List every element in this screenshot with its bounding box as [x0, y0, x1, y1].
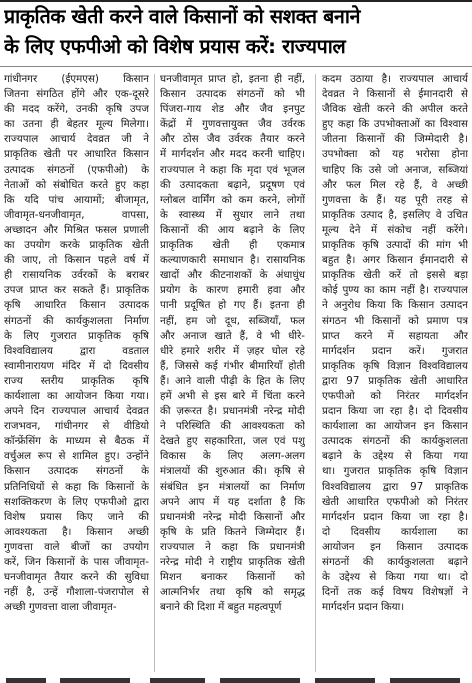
article-text-line: प्रदान किया जा रहा है। दो दिवसीय	[322, 405, 468, 418]
article-text-line: प्रयोग के कारण हमारी हवा और	[160, 284, 305, 297]
article-text-line: मिशन बनाकर किसानों को	[160, 571, 305, 584]
article-text-line: एफपीओ को निरंतर मार्गदर्शन	[322, 389, 468, 402]
article-text-line: नहीं, हम जो दूध, सब्जियाँ, फल	[160, 314, 305, 327]
article-text-line: स्वामीनारायण मंदिर में दो दिवसीय	[4, 359, 149, 372]
article-text-line: का उतना ही बेहतर मूल्य मिलेगा।	[4, 118, 149, 131]
article-text-line: के उद्देश्य से किया गया था। दो	[322, 571, 468, 584]
article-text-line: मार्गदर्शन प्रदान करें। गुजरात	[322, 344, 468, 357]
article-text-line: राज्यपाल आचार्य देवव्रत जी ने	[4, 133, 149, 146]
article-text-line: देवव्रत ने किसानों से ईमानदारी से	[322, 88, 468, 101]
article-text-line: उत्पादक संगठनों (एफपीओ) के	[4, 163, 149, 176]
article-text-line: प्रधानमंत्री नरेन्द्र मोदी किसानों और	[160, 510, 305, 523]
article-text-line: अपने आप में यह दर्शाता है कि	[160, 495, 305, 508]
article-text-line: करें, जिन किसानों के पास जीवामृत-	[4, 556, 149, 568]
article-text-line: कदम उठाया है। राज्यपाल आचार्य	[322, 73, 468, 85]
article-text-line: का उपयोग करके प्राकृतिक खेती	[4, 239, 149, 252]
article-text-line: कॉन्फ्रेंसिंग के माध्यम से बैठक में	[4, 435, 149, 448]
article-text-line: और ठोस जैव उर्वरक तैयार करने	[160, 133, 305, 146]
article-text-line: घनजीवामृत तैयार करने की सुविधा	[4, 571, 149, 584]
article-text-line: प्राकृतिक खेती पर आधारित किसान	[4, 148, 149, 161]
article-text-line: था। गुजरात प्राकृतिक कृषि विज्ञान	[322, 465, 468, 478]
article-text-line: राज्यपाल ने कहा कि प्रधानमंत्री	[160, 540, 305, 553]
article-text-line: मार्गदर्शन प्रदान किया जा रहा है।	[322, 510, 468, 523]
article-text-line: खेती आधारित एफपीओ को निरंतर	[322, 495, 468, 508]
article-text-line: नहीं है, उन्हें गौशाला-पंजरापोल से	[4, 586, 149, 599]
article-text-line: मंत्रालयों की शुरुआत की। कृषि से	[160, 465, 305, 478]
article-text-line: कार्यशाला का आयोजन इन किसान	[322, 420, 468, 433]
article-text-line: संबंधित इन मंत्रालयों का निर्माण	[160, 480, 305, 493]
article-text-line: गांधीनगर (ईएमएस) किसान	[4, 73, 149, 85]
next-article-strip	[0, 674, 472, 683]
article-text-line: गुणवत्ता वाले बीजों का उपयोग	[4, 540, 149, 553]
article-column-3	[322, 72, 468, 672]
article-text-line: प्राकृतिक खेती करें तो इससे बड़ा	[322, 269, 468, 282]
article-text-line: हैं, जिससे कई गंभीर बीमारियाँ होती	[160, 359, 305, 372]
article-column-2	[160, 72, 305, 672]
article-text-line: जीतना किसानों की जिम्मेदारी है।	[322, 133, 468, 146]
article-text-line: ग्लोबल वार्मिंग को कम करने, लोगों	[160, 193, 305, 206]
headline-line-2: के लिए एफपीओ को विशेष प्रयास करें: राज्यपाल	[4, 35, 346, 58]
article-text-line: खादों और कीटनाशकों के अंधाधुंध	[160, 269, 305, 282]
article-text-line: कृषि के प्रति कितने जिम्मेदार हैं।	[160, 525, 305, 538]
article-text-line: सशक्तिकरण के लिए एफपीओ द्वारा	[4, 495, 149, 508]
article-text-line: संगठनों की कार्यकुशलता बढ़ाने	[322, 556, 468, 568]
article-text-line: हुए कहा कि उपभोक्ताओं का विश्वास	[322, 118, 468, 131]
article-text-line: की जाए, तो किसान पहले वर्ष में	[4, 254, 149, 267]
article-text-line: किसान उत्पादक संगठनों के	[4, 465, 149, 478]
article-text-line: दो दिवसीय कार्यशाला का	[322, 525, 468, 538]
article-text-line: ने अनुरोध किया कि किसान उत्पादन	[322, 299, 468, 312]
article-text-line: बढ़ाने के उद्देश्य से किया गया	[322, 450, 468, 463]
article-text-line: विशेष प्रयास किए जाने की	[4, 510, 149, 523]
article-text-line: प्राकृतिक खेती ही एकमात्र	[160, 239, 305, 252]
article-text-line: प्राकृतिक उत्पाद है, इसलिए वे उचित	[322, 208, 468, 221]
article-text-line: आत्मनिर्भर तथा कृषि को समृद्ध	[160, 586, 305, 599]
article-text-line: जीवामृत-धनजीवामृत, वापसा,	[4, 208, 149, 221]
article-text-line: और फल मिल रहे हैं, वे अच्छी	[322, 178, 468, 191]
article-text-line: कल्याणकारी समाधान है। रासायनिक	[160, 254, 305, 267]
article-text-line: वर्चुअल रूप से शामिल हुए। उन्होंने	[4, 450, 149, 463]
article-text-line: दिनों तक कई विषय विशेषज्ञों ने	[322, 586, 468, 599]
article-text-line: पानी प्रदूषित हो गए हैं। इतना ही	[160, 299, 305, 312]
article-text-line: चाहिए कि उसे जो अनाज, सब्जियां	[322, 163, 468, 176]
article-text-line: मूल्य देने में संकोच नहीं करेंगे।	[322, 223, 468, 236]
article-text-line: प्रतिनिधियों से कहा कि किसानों के	[4, 480, 149, 493]
article-text-line: धीरे हमारे शरीर में ज़हर घोल रहे	[160, 344, 305, 357]
article-text-line: ने परिस्थिति की आवश्यकता को	[160, 420, 305, 433]
article-text-line: राजभवन, गांधीनगर से वीडियो	[4, 420, 149, 433]
article-column-1	[4, 72, 149, 672]
article-text-line: कि यदि पांच आयामों; बीजामृत,	[4, 193, 149, 206]
article-text-line: कार्यशाला का आयोजन किया गया।	[4, 389, 149, 402]
article-text-line: विकास के लिए अलग-अलग	[160, 450, 305, 463]
article-text-line: राज्यपाल ने कहा कि मृदा एवं भूजल	[160, 163, 305, 176]
article-text-line: देखते हुए सहकारिता, जल एवं पशु	[160, 435, 305, 448]
article-text-line: केंद्रों में गुणवत्तायुक्त जैव उर्वरक	[160, 118, 305, 131]
column-divider	[315, 74, 316, 672]
article-text-line: संगठनों की कार्यकुशलता निर्माण	[4, 314, 149, 327]
column-divider	[154, 74, 155, 672]
article-text-line: विश्वविद्यालय द्वारा वडताल	[4, 344, 149, 357]
article-text-line: हैं। आने वाली पीढ़ी के हित के लिए	[160, 374, 305, 387]
article-text-line: नेताओं को संबोधित करते हुए कहा	[4, 178, 149, 191]
article-text-line: की उत्पादकता बढ़ाने, प्रदूषण एवं	[160, 178, 305, 191]
article-text-line: आयोजन इन किसान उत्पादक	[322, 540, 468, 553]
article-text-line: कृषि आधारित किसान उत्पादक	[4, 299, 149, 312]
article-text-line: की मदद करेंगे, उनकी कृषि उपज	[4, 103, 149, 116]
article-text-line: और अनाज खाते हैं, वे भी धीरे-	[160, 329, 305, 342]
article-text-line: अपने दिन राज्यपाल आचार्य देवव्रत	[4, 405, 149, 418]
article-text-line: पिंजरा-गाय शेड और जैव इनपुट	[160, 103, 305, 116]
article-text-line: उत्पादक संगठनों की कार्यकुशलता	[322, 435, 468, 448]
article-text-line: के लिए गुजरात प्राकृतिक कृषि	[4, 329, 149, 342]
headline-rule	[0, 66, 472, 67]
headline	[4, 2, 470, 62]
article-text-line: हमें अभी से इस बारे में चिंता करने	[160, 389, 305, 402]
article-text-line: जैविक खेती करने की अपील करते	[322, 103, 468, 116]
article-text-line: की ज़रूरत है। प्रधानमंत्री नरेन्द्र मोदी	[160, 405, 305, 418]
article-text-line: किसान उत्पादक संगठनों को भी	[160, 88, 305, 101]
article-text-line: अच्छी गुणवत्ता वाला जीवामृत-	[4, 601, 117, 614]
article-text-line: कोई पुण्य का काम नहीं है। राज्यपाल	[322, 284, 468, 297]
article-text-line: प्राप्त करने में सहायता और	[322, 329, 468, 342]
article-text-line: आवश्यकता है। किसान अच्छी	[4, 525, 149, 538]
article-text-line: ही रासायनिक उर्वरकों के बराबर	[4, 269, 149, 282]
article-text-line: गुणवत्ता के हैं। यह पूरी तरह से	[322, 193, 468, 206]
article-text-line: अच्छादन और मिश्रित फसल प्रणाली	[4, 223, 149, 236]
headline-line-1: प्राकृतिक खेती करने वाले किसानों को सशक्त बनाने	[4, 5, 361, 28]
article-text-line: उपज प्राप्त कर सकते हैं। प्राकृतिक	[4, 284, 149, 297]
article-text-line: मार्गदर्शन प्रदान किया।	[322, 601, 405, 614]
article-text-line: राज्य स्तरीय प्राकृतिक कृषि	[4, 374, 149, 387]
article-text-line: के स्वास्थ्य में सुधार लाने तथा	[160, 208, 305, 221]
article-text-line: बनाने की दिशा में बहुत महत्वपूर्ण	[160, 601, 282, 614]
article-text-line: किसानों की आय बढ़ाने के लिए	[160, 223, 305, 236]
article-text-line: में मार्गदर्शन और मदद करनी चाहिए।	[160, 148, 305, 161]
article-text-line: घनजीवामृत प्राप्त हो, इतना ही नहीं,	[160, 73, 305, 85]
article-text-line: बहुत है। अगर किसान ईमानदारी से	[322, 254, 468, 267]
article-text-line: जितना संगठित होंगे और एक-दूसरे	[4, 88, 149, 101]
article-text-line: नरेन्द्र मोदी ने राष्ट्रीय प्राकृतिक खेती	[160, 556, 305, 568]
article-text-line: द्वारा 97 प्राकृतिक खेती आधारित	[322, 374, 468, 387]
article-text-line: प्राकृतिक कृषि उत्पादों की मांग भी	[322, 239, 468, 252]
article-text-line: संगठन भी किसानों को प्रमाण पत्र	[322, 314, 468, 327]
article-text-line: उपभोक्ता को यह भरोसा होना	[322, 148, 468, 161]
article-text-line: विश्वविद्यालय द्वारा 97 प्राकृतिक	[322, 480, 468, 493]
article-text-line: प्राकृतिक कृषि विज्ञान विश्वविद्यालय	[322, 359, 468, 372]
